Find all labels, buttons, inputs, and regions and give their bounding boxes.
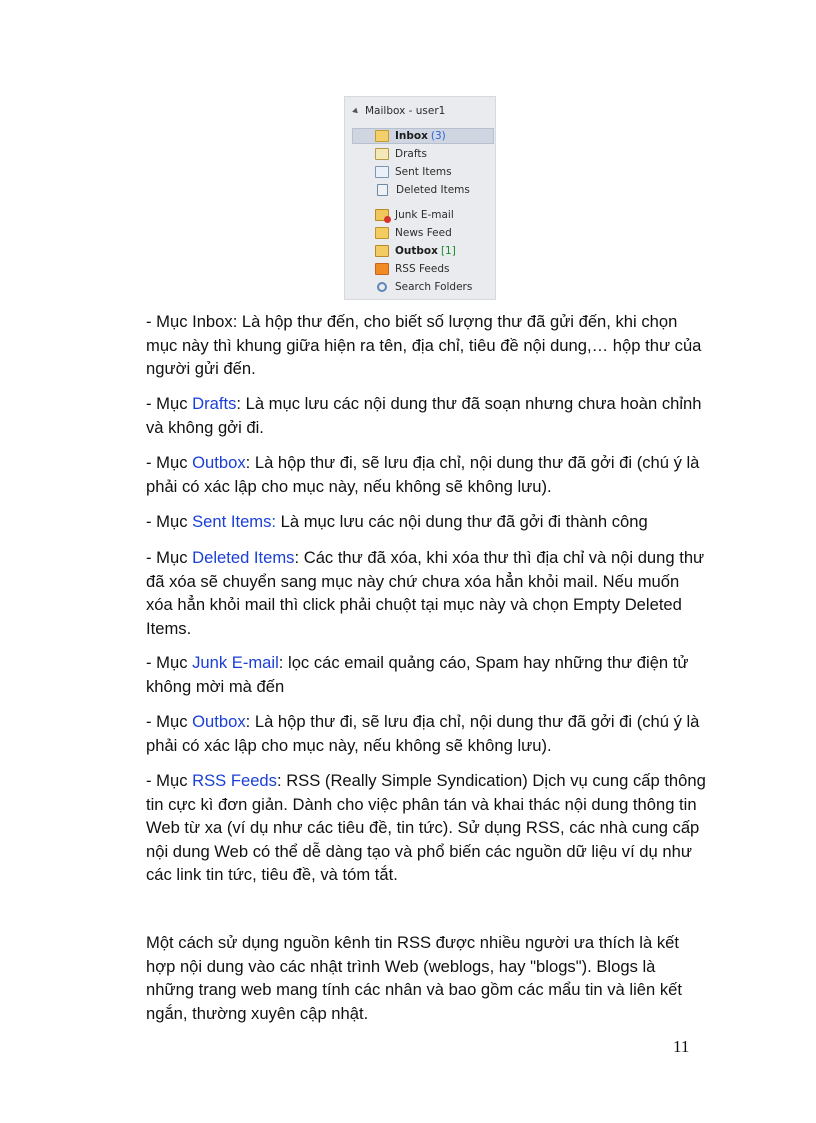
folder-label: Sent Items <box>395 166 452 178</box>
term-sent-items: Sent Items: <box>192 512 277 531</box>
junk-email-icon <box>375 209 389 221</box>
folder-item-sent-items[interactable] <box>352 164 494 180</box>
sent-items-icon <box>375 166 389 178</box>
folder-item-rss-feeds[interactable] <box>352 261 494 277</box>
paragraph-text: - Mục Inbox: Là hộp thư đến, cho biết số lượng thư đã gửi đến, khi chọn mục này thì khung giữa hiện ra tên, địa chỉ, tiêu đề nội dung,… hộp thư của người gửi đến. <box>146 312 702 378</box>
folder-label: RSS Feeds <box>395 263 450 275</box>
rss-feeds-icon <box>375 263 389 275</box>
paragraph-prefix: - Mục <box>146 653 193 672</box>
paragraph-prefix: - Mục <box>146 771 193 790</box>
folder-item-news-feed[interactable] <box>352 225 494 241</box>
drafts-icon <box>375 148 389 160</box>
folder-label: Deleted Items <box>396 184 470 196</box>
folder-label: Drafts <box>395 148 427 160</box>
unsent-count: [1] <box>440 245 456 257</box>
paragraph-deleted-items <box>146 546 706 640</box>
inbox-folder-icon <box>375 130 389 142</box>
paragraph-prefix: - Mục <box>146 712 193 731</box>
paragraph-text: : Các thư đã xóa, khi xóa thư thì địa chỉ và nội dung thư đã xóa sẽ chuyển sang mục này chứ chưa xóa hẳn khỏi mail. Nếu muốn xóa hẳn khỏi mail thì click phải chuột tại mục này và chọn Empty Deleted Items. <box>146 548 705 638</box>
paragraph-junk-email <box>146 651 706 698</box>
folder-item-inbox[interactable] <box>352 128 494 144</box>
paragraph-text: Là mục lưu các nội dung thư đã gởi đi thành công <box>276 512 648 531</box>
paragraph-text: Một cách sử dụng nguồn kênh tin RSS được nhiều người ưa thích là kết hợp nội dung vào các nhật trình Web (weblogs, hay "blogs"). Blogs là những trang web mang tính các nhân và bao gồm các mẩu tin và liên kết ngắn, thường xuyên cập nhật. <box>146 933 682 1023</box>
paragraph-text: : Là hộp thư đi, sẽ lưu địa chỉ, nội dung thư đã gởi đi (chú ý là phải có xác lập cho mục này, nếu không sẽ không lưu). <box>146 453 700 496</box>
folder-label: Junk E-mail <box>395 209 454 221</box>
paragraph-prefix: - Mục <box>146 512 193 531</box>
paragraph-inbox <box>146 310 706 381</box>
paragraph-prefix: - Mục <box>146 453 193 472</box>
folder-item-search-folders[interactable] <box>352 279 494 295</box>
deleted-items-icon <box>377 184 388 196</box>
paragraph-prefix: - Mục <box>146 548 193 567</box>
paragraph-prefix: - Mục <box>146 394 193 413</box>
paragraph-drafts <box>146 392 706 439</box>
search-folders-icon <box>377 282 387 292</box>
folder-label: News Feed <box>395 227 452 239</box>
folder-label: Search Folders <box>395 281 473 293</box>
paragraph-outbox-repeat <box>146 710 706 757</box>
folder-item-deleted-items[interactable] <box>352 182 494 198</box>
term-drafts: Drafts <box>192 394 237 413</box>
term-junk-email: Junk E-mail <box>192 653 279 672</box>
folder-label: Inbox <box>395 130 428 142</box>
folder-item-outbox[interactable] <box>352 243 494 259</box>
paragraph-sent-items <box>146 510 706 534</box>
term-outbox: Outbox <box>192 453 246 472</box>
outbox-icon <box>375 245 389 257</box>
paragraph-text: : Là mục lưu các nội dung thư đã soạn nhưng chưa hoàn chỉnh và không gởi đi. <box>146 394 702 437</box>
paragraph-rss-feeds <box>146 769 706 887</box>
folder-item-junk-email[interactable] <box>352 207 494 223</box>
term-deleted-items: Deleted Items <box>192 548 295 567</box>
expand-triangle-icon[interactable] <box>352 107 360 115</box>
page-number: 11 <box>673 1037 690 1056</box>
term-outbox: Outbox <box>192 712 246 731</box>
news-feed-icon <box>375 227 389 239</box>
unread-count: (3) <box>430 130 446 142</box>
paragraph-outbox <box>146 451 706 498</box>
folder-label: Outbox <box>395 245 438 257</box>
term-rss-feeds: RSS Feeds <box>192 771 277 790</box>
mailbox-root[interactable] <box>353 105 445 117</box>
paragraph-text: : lọc các email quảng cáo, Spam hay những thư điện tử không mời mà đến <box>146 653 689 696</box>
paragraph-text: : RSS (Really Simple Syndication) Dịch vụ cung cấp thông tin cực kì đơn giản. Dành cho việc phân tán và khai thác nội dung thông tin Web từ xa (ví dụ như các tiêu đề, tin tức). Sử dụng RSS, các nhà cung cấp nội dung Web có thể dễ dàng tạo và phổ biến các nguồn dữ liệu ví dụ như các link tin tức, tiêu đề, và tóm tắt. <box>146 771 706 884</box>
paragraph-closing <box>146 931 706 1025</box>
mailbox-folder-pane <box>344 96 496 300</box>
paragraph-text: : Là hộp thư đi, sẽ lưu địa chỉ, nội dung thư đã gởi đi (chú ý là phải có xác lập cho mục này, nếu không sẽ không lưu). <box>146 712 700 755</box>
folder-item-drafts[interactable] <box>352 146 494 162</box>
mailbox-root-label: Mailbox - user1 <box>365 105 446 117</box>
